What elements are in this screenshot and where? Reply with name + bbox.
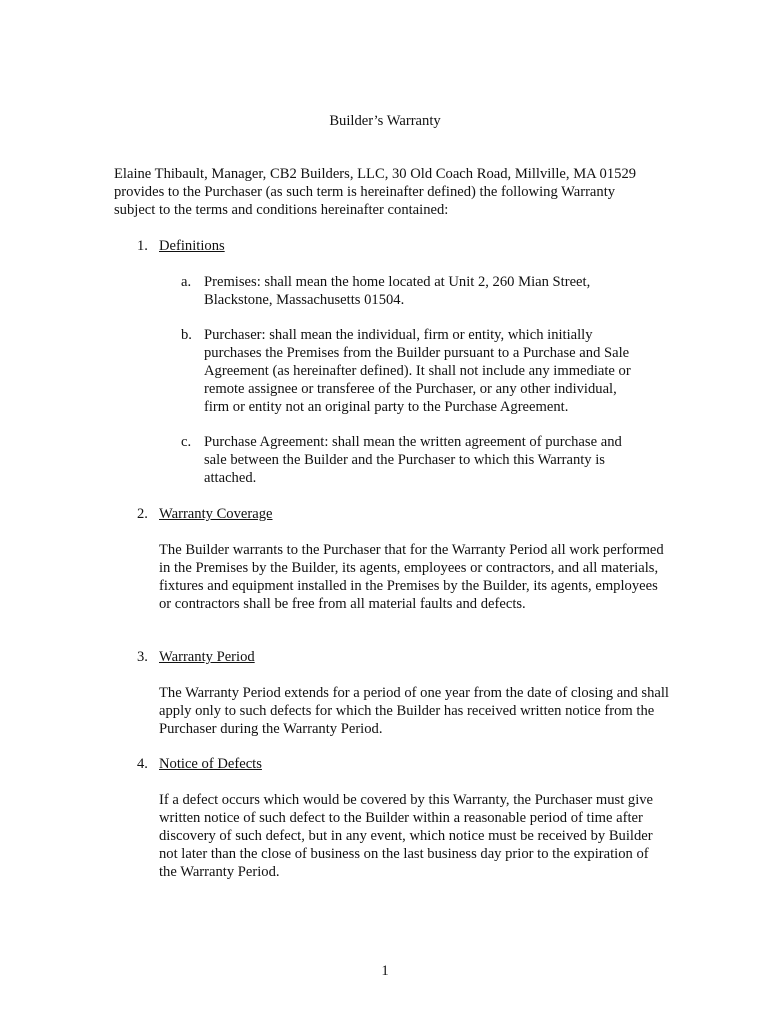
document-title: Builder’s Warranty (329, 113, 441, 129)
definition-item-a (181, 273, 641, 309)
item-letter: c. (181, 434, 192, 450)
definition-item-b (181, 326, 641, 416)
section-number: 1. (137, 238, 148, 254)
section-title: Warranty Coverage (159, 506, 273, 522)
section-3-body: The Warranty Period extends for a period of one year from the date of closing and shall apply only to such defects for which the Builder has received written notice from the Purchaser during the Warranty Period. (159, 685, 669, 737)
section-title: Warranty Period (159, 649, 255, 665)
section-1-heading (137, 237, 225, 255)
section-title: Notice of Defects (159, 756, 262, 772)
item-text: Premises: shall mean the home located at Unit 2, 260 Mian Street, Blackstone, Massachusetts 01504. (204, 274, 591, 308)
section-2-body: The Builder warrants to the Purchaser that for the Warranty Period all work performed in the Premises by the Builder, its agents, employees or contractors, and all materials, fixtures and equipment installed in the Premises by the Builder, its agents, employees or contractors shall be free from all material faults and defects. (159, 542, 664, 612)
section-number: 3. (137, 649, 148, 665)
section-4-heading (137, 755, 262, 773)
item-text: Purchase Agreement: shall mean the written agreement of purchase and sale between the Builder and the Purchaser to which this Warranty is attached. (204, 434, 622, 486)
page-number: 1 (381, 963, 389, 979)
section-number: 4. (137, 756, 148, 772)
item-letter: a. (181, 274, 192, 290)
section-4-body: If a defect occurs which would be covered by this Warranty, the Purchaser must give written notice of such defect to the Builder within a reasonable period of time after discovery of such defect, but in any event, which notice must be received by Builder not later than the close of business on the last business day prior to the expiration of the Warranty Period. (159, 792, 654, 880)
section-2-heading (137, 505, 273, 523)
section-title: Definitions (159, 238, 225, 254)
intro-paragraph: Elaine Thibault, Manager, CB2 Builders, LLC, 30 Old Coach Road, Millville, MA 01529 provides to the Purchaser (as such term is hereinafter defined) the following Warranty subject to the terms and conditions hereinafter contained: (114, 166, 637, 218)
item-text: Purchaser: shall mean the individual, firm or entity, which initially purchases the Premises from the Builder pursuant to a Purchase and Sale Agreement (as hereinafter defined). It shall not include any immediate or remote assignee or transferee of the Purchaser, or any other individual, firm or entity not an original party to the Purchase Agreement. (204, 327, 631, 415)
definition-item-c (181, 433, 641, 487)
section-number: 2. (137, 506, 148, 522)
section-3-heading (137, 648, 255, 666)
item-letter: b. (181, 327, 192, 343)
